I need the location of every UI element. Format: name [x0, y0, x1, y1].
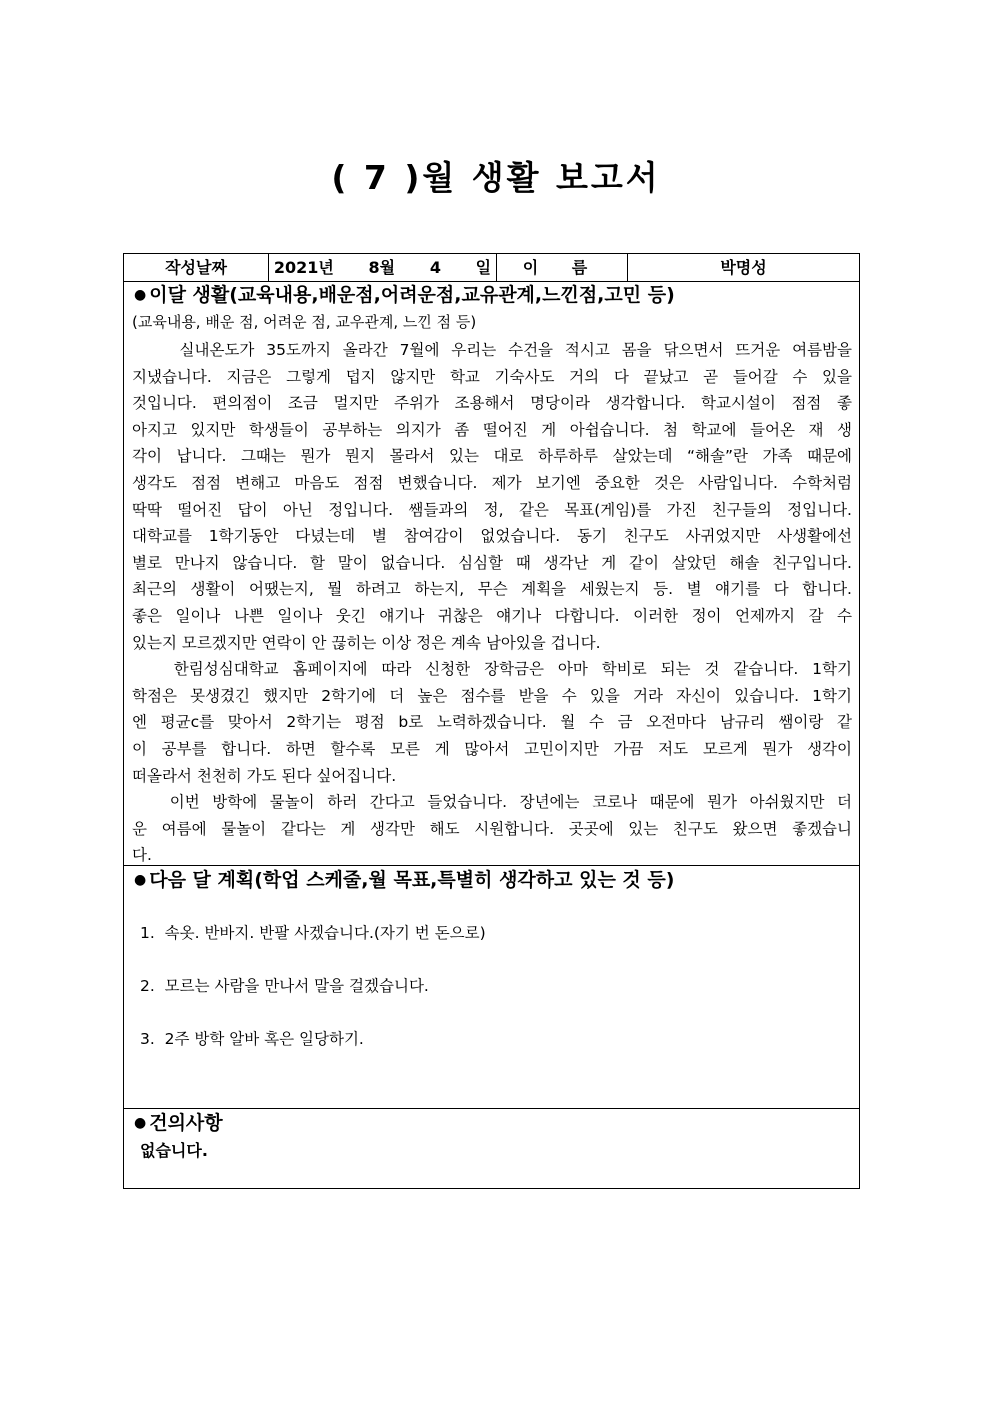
suggestion-heading	[134, 1110, 223, 1136]
body-line: 이번 방학에 물놀이 하러 간다고 들었습니다. 장년에는 코로나 때문에 뭔가 아쉬웠지만 더	[132, 793, 852, 812]
plan-item: 1. 속옷. 반바지. 반팔 사겠습니다.(자기 번 돈으로)	[140, 924, 486, 942]
body-line: 떠올라서 천천히 가도 된다 싶어집니다.	[132, 766, 397, 785]
body-line: 별로 만나지 않습니다. 할 말이 없습니다. 심심할 때 생각난 게 같이 살았던 해솔 친구입니다.	[132, 553, 852, 572]
monthly-life-heading-text: 이달 생활(교육내용,배운점,어려운점,교유관계,느낀점,고민 등)	[149, 284, 675, 306]
body-line: 지냈습니다. 지금은 그렇게 덥지 않지만 학교 기숙사도 거의 다 끝났고 곧 들어갈 수 있을	[132, 367, 852, 386]
name-label: 이 름	[497, 254, 628, 281]
body-line: 대학교를 1학기동안 다녔는데 별 참여감이 없었습니다. 동기 친구도 사귀었지만 사생활에선	[132, 527, 852, 546]
plan-list	[140, 923, 486, 1082]
date-label: 작성날짜	[124, 254, 269, 281]
suggestion-body: 없습니다.	[140, 1141, 208, 1160]
body-line: 실내온도가 35도까지 올라간 7월에 우리는 수건을 적시고 몸을 닦으면서 뜨거운 여름밤을	[132, 341, 852, 359]
body-line: 딱딱 떨어진 답이 아닌 정입니다. 쌤들과의 정, 같은 목표(게임)를 가진 친구들의 정입니다.	[132, 500, 852, 519]
bullet-icon: ●	[134, 872, 147, 888]
body-line: 다.	[132, 846, 152, 865]
plan-heading-text: 다음 달 계획(학업 스케줄,월 목표,특별히 생각하고 있는 것 등)	[149, 869, 675, 891]
name-value: 박명성	[720, 258, 767, 277]
body-line: 좋은 일이나 나쁜 일이나 웃긴 얘기나 귀찮은 얘기나 다합니다. 이러한 정이 언제까지 갈 수	[132, 606, 852, 625]
monthly-life-section	[124, 282, 859, 866]
page-title: ( 7 )월 생활 보고서	[331, 158, 661, 197]
body-line: 아지고 있지만 학생들이 공부하는 의지가 좀 떨어진 게 아쉽습니다. 첨 학교에 들어온 재 생	[132, 420, 852, 439]
bullet-icon: ●	[134, 287, 147, 303]
plan-item: 3. 2주 방학 알바 혹은 일당하기.	[140, 1030, 364, 1048]
body-line: 생각도 점점 변해고 마음도 점점 변했습니다. 제가 보기엔 중요한 것은 사람입니다. 수학처럼	[132, 473, 852, 492]
plan-heading	[134, 867, 674, 893]
monthly-life-subheading: (교육내용, 배운 점, 어려운 점, 교우관계, 느낀 점 등)	[132, 313, 477, 331]
header-row	[124, 254, 859, 282]
bullet-icon: ●	[134, 1115, 147, 1131]
body-line: 있는지 모르겠지만 연락이 안 끊히는 이상 정은 계속 남아있을 겁니다.	[132, 633, 601, 652]
body-line: 각이 납니다. 그때는 뭔가 뭔지 몰라서 있는 대로 하루하루 살았는데 “해솔”란 가족 때문에	[132, 447, 852, 466]
report-table	[123, 253, 860, 1189]
suggestion-heading-text: 건의사항	[149, 1112, 223, 1134]
next-month-plan-section	[124, 867, 859, 1109]
body-line: 한림성심대학교 홈페이지에 따라 신청한 장학금은 아마 학비로 되는 것 같습니다. 1학기	[132, 660, 852, 679]
body-line: 이 공부를 합니다. 하면 할수록 모른 게 많아서 고민이지만 가끔 저도 모르게 뭔가 생각이	[132, 739, 852, 758]
monthly-life-body	[132, 337, 852, 869]
monthly-life-heading	[134, 282, 675, 308]
suggestion-section	[124, 1110, 859, 1188]
date-value: 2021년 8월 4 일	[269, 254, 497, 281]
body-line: 학점은 못생겼긴 했지만 2학기에 더 높은 점수를 받을 수 있을 거라 자신이 있습니다. 1학기	[132, 686, 852, 705]
body-line: 최근의 생활이 어땠는지, 뭘 하려고 하는지, 무슨 계획을 세웠는지 등. 별 얘기를 다 합니다.	[132, 580, 852, 599]
plan-item: 2. 모르는 사람을 만나서 말을 걸겠습니다.	[140, 977, 429, 995]
body-line: 엔 평균c를 맞아서 2학기는 평점 b로 노력하겠습니다. 월 수 금 오전마다 남규리 쌤이랑 같	[132, 713, 852, 732]
body-line: 것입니다. 편의점이 조금 멀지만 주위가 조용해서 명당이라 생각합니다. 학교시설이 점점 좋	[132, 394, 852, 413]
body-line: 운 여름에 물놀이 같다는 게 생각만 해도 시원합니다. 곳곳에 있는 친구도 왔으면 좋겠습니	[132, 819, 852, 838]
